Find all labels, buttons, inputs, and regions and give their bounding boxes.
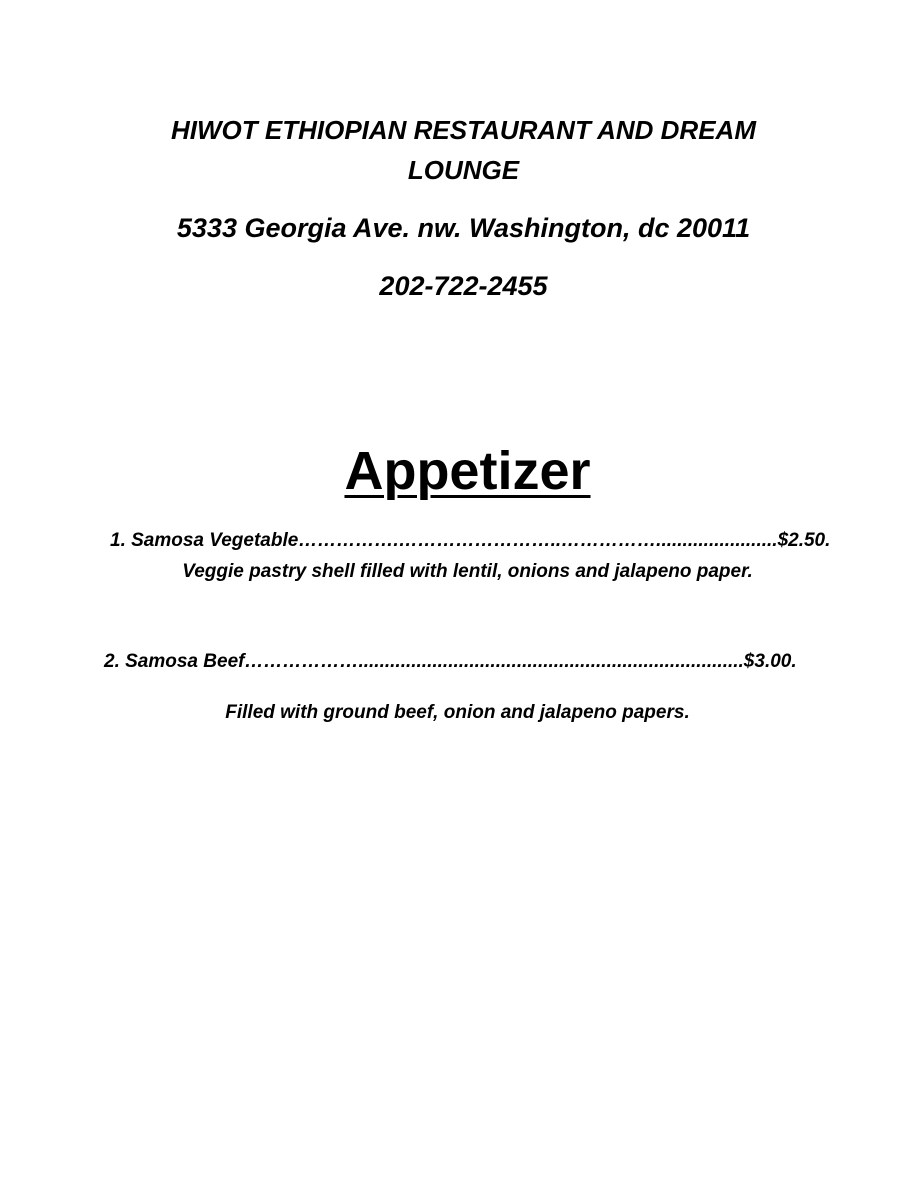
- menu-item-1-description: Veggie pastry shell filled with lentil, onions and jalapeno paper.: [182, 561, 753, 582]
- menu-item-2-line: 2. Samosa Beef……………….........................................................................$3.00.: [104, 651, 797, 672]
- menu-item-2-description: Filled with ground beef, onion and jalapeno papers.: [225, 702, 690, 723]
- restaurant-name-line-1: HIWOT ETHIOPIAN RESTAURANT AND DREAM: [171, 115, 756, 145]
- restaurant-phone: 202-722-2455: [379, 271, 548, 301]
- section-title: Appetizer: [344, 441, 591, 501]
- restaurant-name-line-2: LOUNGE: [407, 155, 520, 185]
- menu-item-1-line: 1. Samosa Vegetable…………….……………………..…………….......................$2.50.: [110, 530, 831, 551]
- restaurant-address: 5333 Georgia Ave. nw. Washington, dc 20011: [176, 213, 751, 243]
